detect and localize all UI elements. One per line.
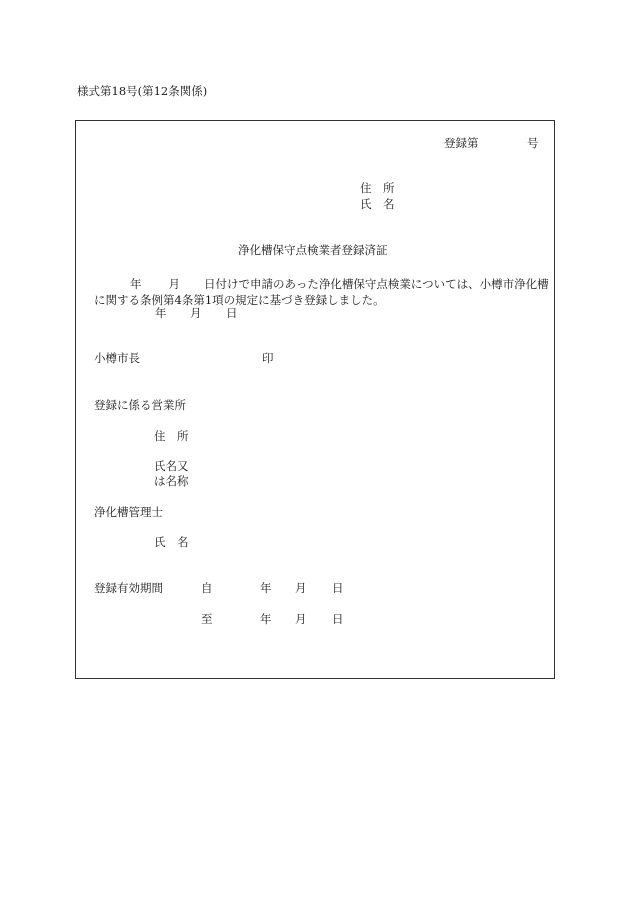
issue-date-day: 日 — [226, 306, 238, 320]
manager-name-label: 氏 名 — [154, 535, 189, 549]
applicant-address-label: 住 所 — [360, 181, 395, 195]
certificate-title: 浄化槽保守点検業者登録済証 — [238, 243, 388, 257]
issuer-seal: 印 — [262, 351, 274, 365]
validity-from-day: 日 — [332, 581, 344, 595]
office-address-label: 住 所 — [154, 429, 189, 443]
applicant-name-label: 氏 名 — [360, 197, 395, 211]
registration-number-suffix: 号 — [527, 136, 539, 150]
issue-date-year: 年 — [155, 306, 167, 320]
form-number: 様式第18号(第12条関係) — [77, 84, 208, 98]
office-name-label-1: 氏名又 — [154, 459, 189, 473]
issuer-name: 小樽市長 — [94, 351, 140, 365]
body-month: 月 — [168, 277, 180, 291]
office-name-label-2: は名称 — [154, 474, 189, 488]
body-line2: に関する条例第4条第1項の規定に基づき登録しました。 — [94, 293, 385, 307]
validity-from-month: 月 — [295, 581, 307, 595]
validity-to-day: 日 — [332, 612, 344, 626]
validity-to-month: 月 — [295, 612, 307, 626]
validity-from-year: 年 — [260, 581, 272, 595]
manager-heading: 浄化槽管理士 — [94, 505, 163, 519]
body-year: 年 — [130, 277, 142, 291]
validity-to-year: 年 — [260, 612, 272, 626]
issue-date-month: 月 — [190, 306, 202, 320]
validity-to-label: 至 — [201, 612, 213, 626]
office-heading: 登録に係る営業所 — [94, 398, 186, 412]
body-line1: 日付けで申請のあった浄化槽保守点検業については、小樽市浄化槽 — [204, 277, 549, 291]
registration-number-prefix: 登録第 — [444, 136, 479, 150]
certificate-body — [94, 276, 552, 308]
validity-from-label: 自 — [201, 581, 213, 595]
validity-heading: 登録有効期間 — [94, 581, 163, 595]
